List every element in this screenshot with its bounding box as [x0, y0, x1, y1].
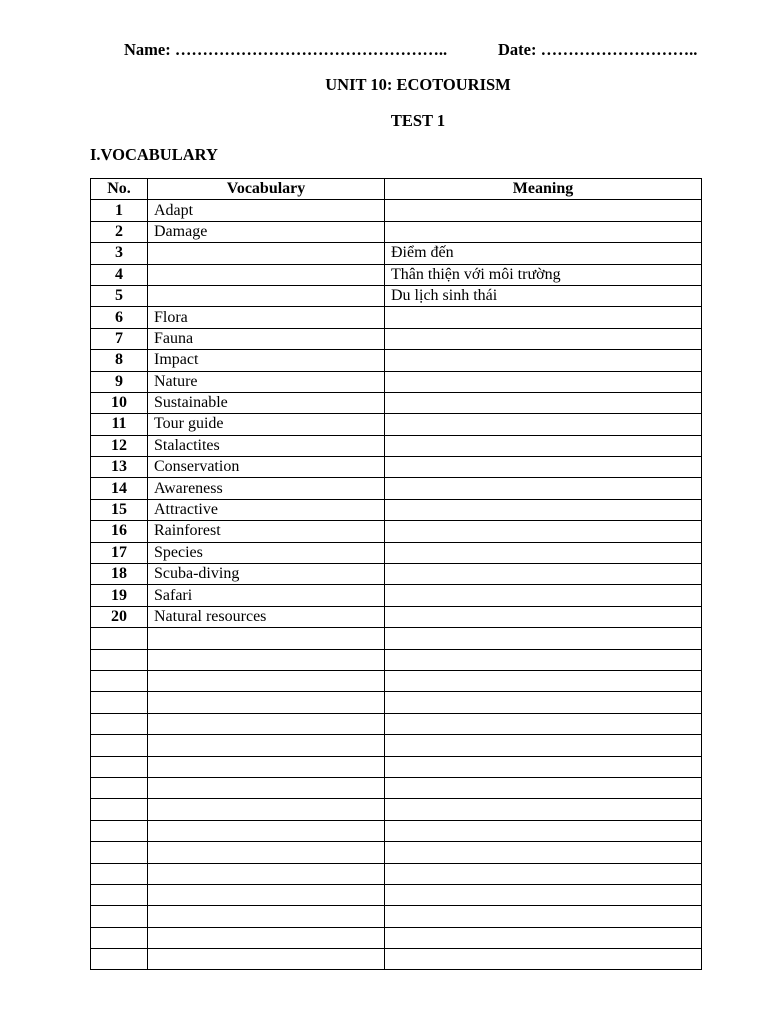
table-row — [91, 564, 702, 585]
table-row — [91, 820, 702, 841]
table-row — [91, 927, 702, 948]
meaning-cell — [385, 735, 702, 756]
row-number: 16 — [91, 521, 148, 542]
row-number: 8 — [91, 350, 148, 371]
meaning-cell — [385, 606, 702, 627]
table-row — [91, 670, 702, 691]
vocabulary-cell — [148, 713, 385, 734]
row-number: 1 — [91, 200, 148, 221]
meaning-cell — [385, 692, 702, 713]
row-number — [91, 842, 148, 863]
vocabulary-cell — [148, 628, 385, 649]
table-header-row — [91, 179, 702, 200]
table-row — [91, 949, 702, 970]
row-number: 14 — [91, 478, 148, 499]
vocabulary-cell — [148, 777, 385, 798]
row-number: 15 — [91, 499, 148, 520]
row-number: 5 — [91, 285, 148, 306]
vocabulary-cell: Damage — [148, 221, 385, 242]
meaning-cell: Thân thiện với môi trường — [385, 264, 702, 285]
vocabulary-cell: Attractive — [148, 499, 385, 520]
row-number: 9 — [91, 371, 148, 392]
vocabulary-cell: Safari — [148, 585, 385, 606]
table-row — [91, 692, 702, 713]
vocabulary-table — [90, 178, 702, 970]
meaning-cell — [385, 392, 702, 413]
meaning-cell — [385, 799, 702, 820]
row-number — [91, 713, 148, 734]
table-row — [91, 606, 702, 627]
vocabulary-cell — [148, 756, 385, 777]
meaning-cell — [385, 521, 702, 542]
row-number — [91, 649, 148, 670]
column-header-no: No. — [91, 179, 148, 200]
vocabulary-cell: Rainforest — [148, 521, 385, 542]
vocabulary-cell: Species — [148, 542, 385, 563]
table-row — [91, 243, 702, 264]
row-number: 6 — [91, 307, 148, 328]
meaning-cell — [385, 649, 702, 670]
meaning-cell — [385, 499, 702, 520]
table-row — [91, 906, 702, 927]
meaning-cell — [385, 414, 702, 435]
meaning-cell — [385, 478, 702, 499]
meaning-cell — [385, 221, 702, 242]
vocabulary-cell: Flora — [148, 307, 385, 328]
table-row — [91, 200, 702, 221]
meaning-cell — [385, 884, 702, 905]
vocabulary-cell: Conservation — [148, 457, 385, 478]
row-number: 20 — [91, 606, 148, 627]
meaning-cell — [385, 842, 702, 863]
table-row — [91, 585, 702, 606]
table-row — [91, 221, 702, 242]
table-row — [91, 542, 702, 563]
vocabulary-cell: Sustainable — [148, 392, 385, 413]
row-number — [91, 820, 148, 841]
vocabulary-cell — [148, 820, 385, 841]
table-row — [91, 457, 702, 478]
table-row — [91, 649, 702, 670]
meaning-cell — [385, 200, 702, 221]
vocabulary-cell: Scuba-diving — [148, 564, 385, 585]
vocabulary-cell — [148, 670, 385, 691]
vocabulary-cell — [148, 884, 385, 905]
vocabulary-cell — [148, 906, 385, 927]
meaning-cell — [385, 670, 702, 691]
vocabulary-cell — [148, 692, 385, 713]
row-number — [91, 863, 148, 884]
vocabulary-cell: Adapt — [148, 200, 385, 221]
row-number: 19 — [91, 585, 148, 606]
meaning-cell — [385, 542, 702, 563]
table-row — [91, 285, 702, 306]
meaning-cell — [385, 756, 702, 777]
row-number — [91, 628, 148, 649]
vocabulary-cell — [148, 842, 385, 863]
meaning-cell — [385, 371, 702, 392]
row-number — [91, 735, 148, 756]
column-header-meaning: Meaning — [385, 179, 702, 200]
table-row — [91, 307, 702, 328]
table-row — [91, 392, 702, 413]
column-header-vocabulary: Vocabulary — [148, 179, 385, 200]
table-row — [91, 499, 702, 520]
row-number: 7 — [91, 328, 148, 349]
row-number — [91, 692, 148, 713]
test-title: TEST 1 — [390, 111, 446, 130]
vocabulary-cell: Tour guide — [148, 414, 385, 435]
vocabulary-cell — [148, 949, 385, 970]
vocabulary-cell — [148, 927, 385, 948]
table-row — [91, 735, 702, 756]
meaning-cell: Điểm đến — [385, 243, 702, 264]
meaning-cell — [385, 863, 702, 884]
meaning-cell — [385, 564, 702, 585]
vocabulary-cell — [148, 264, 385, 285]
row-number: 17 — [91, 542, 148, 563]
table-row — [91, 863, 702, 884]
meaning-cell — [385, 927, 702, 948]
vocabulary-cell — [148, 799, 385, 820]
table-row — [91, 799, 702, 820]
meaning-cell — [385, 435, 702, 456]
table-row — [91, 478, 702, 499]
table-row — [91, 884, 702, 905]
table-row — [91, 521, 702, 542]
row-number — [91, 670, 148, 691]
meaning-cell — [385, 350, 702, 371]
row-number: 4 — [91, 264, 148, 285]
vocabulary-cell: Awareness — [148, 478, 385, 499]
row-number — [91, 949, 148, 970]
section-heading: I.VOCABULARY — [90, 145, 218, 164]
meaning-cell — [385, 307, 702, 328]
table-row — [91, 328, 702, 349]
row-number: 12 — [91, 435, 148, 456]
vocabulary-cell: Impact — [148, 350, 385, 371]
table-row — [91, 350, 702, 371]
vocabulary-cell: Fauna — [148, 328, 385, 349]
row-number: 3 — [91, 243, 148, 264]
meaning-cell: Du lịch sinh thái — [385, 285, 702, 306]
header-line — [124, 40, 724, 60]
row-number: 13 — [91, 457, 148, 478]
meaning-cell — [385, 457, 702, 478]
row-number: 18 — [91, 564, 148, 585]
row-number — [91, 927, 148, 948]
row-number — [91, 756, 148, 777]
meaning-cell — [385, 628, 702, 649]
unit-title: UNIT 10: ECOTOURISM — [325, 75, 511, 94]
row-number — [91, 884, 148, 905]
row-number — [91, 799, 148, 820]
table-row — [91, 756, 702, 777]
table-row — [91, 713, 702, 734]
date-field-label: Date: ……………………….. — [498, 40, 698, 59]
meaning-cell — [385, 906, 702, 927]
meaning-cell — [385, 328, 702, 349]
meaning-cell — [385, 585, 702, 606]
vocabulary-cell — [148, 243, 385, 264]
vocabulary-cell — [148, 285, 385, 306]
table-row — [91, 777, 702, 798]
meaning-cell — [385, 820, 702, 841]
table-row — [91, 264, 702, 285]
vocabulary-cell — [148, 863, 385, 884]
table-row — [91, 414, 702, 435]
meaning-cell — [385, 777, 702, 798]
table-row — [91, 435, 702, 456]
meaning-cell — [385, 949, 702, 970]
row-number — [91, 906, 148, 927]
table-body — [91, 200, 702, 970]
row-number: 10 — [91, 392, 148, 413]
table-row — [91, 842, 702, 863]
table-row — [91, 628, 702, 649]
vocabulary-cell — [148, 735, 385, 756]
meaning-cell — [385, 713, 702, 734]
vocabulary-cell: Stalactites — [148, 435, 385, 456]
vocabulary-cell: Nature — [148, 371, 385, 392]
table-row — [91, 371, 702, 392]
vocabulary-cell: Natural resources — [148, 606, 385, 627]
row-number: 11 — [91, 414, 148, 435]
name-field-label: Name: ………………………………………….. — [124, 40, 448, 59]
row-number: 2 — [91, 221, 148, 242]
row-number — [91, 777, 148, 798]
vocabulary-cell — [148, 649, 385, 670]
